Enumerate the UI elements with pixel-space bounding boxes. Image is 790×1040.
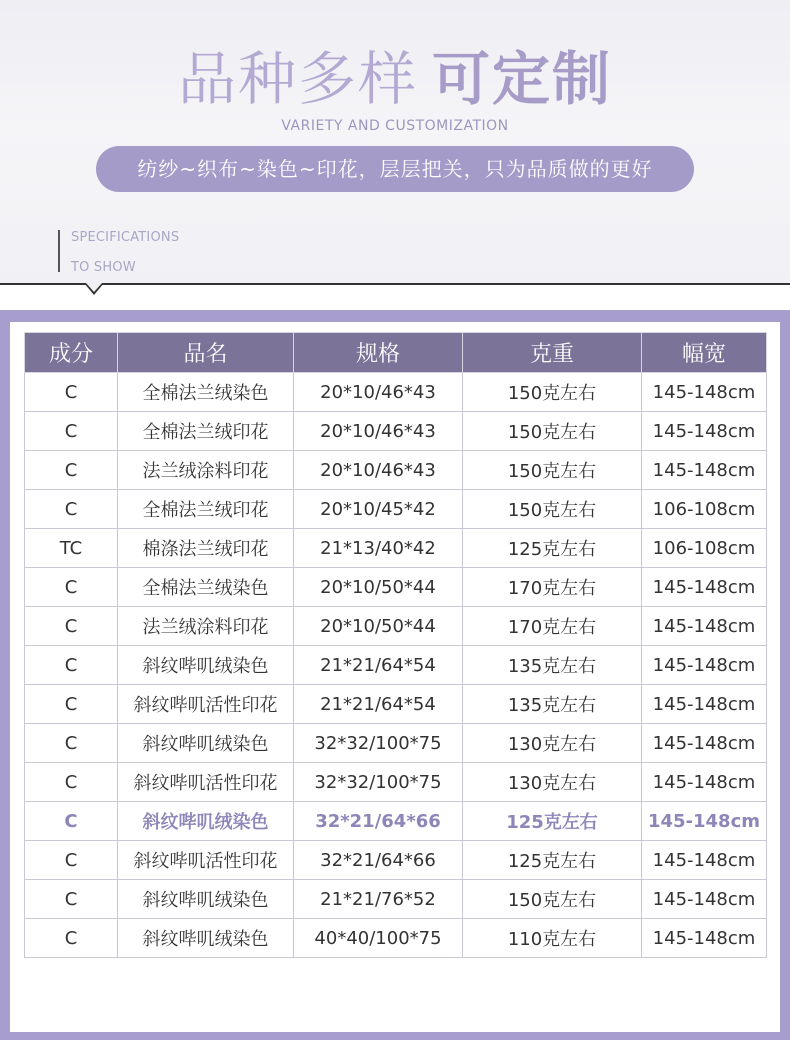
- cell-name: 全棉法兰绒染色: [118, 373, 294, 412]
- table-row: [25, 802, 767, 841]
- page-subtitle: VARIETY AND CUSTOMIZATION: [281, 118, 509, 134]
- table-row: [25, 646, 767, 685]
- cell-weight: 135克左右: [463, 646, 642, 685]
- cell-composition: C: [25, 919, 118, 958]
- cell-spec: 21*13/40*42: [294, 529, 463, 568]
- cell-name: 斜纹哔叽活性印花: [118, 763, 294, 802]
- cell-weight: 150克左右: [463, 412, 642, 451]
- cell-name: 斜纹哔叽绒染色: [118, 646, 294, 685]
- cell-weight: 130克左右: [463, 724, 642, 763]
- cell-composition: C: [25, 568, 118, 607]
- cell-weight: 150克左右: [463, 880, 642, 919]
- table-row: [25, 568, 767, 607]
- table-row: [25, 607, 767, 646]
- table-row: [25, 880, 767, 919]
- quality-banner: 纺纱~织布~染色~印花，层层把关，只为品质做的更好: [96, 146, 694, 192]
- cell-width: 145-148cm: [642, 373, 767, 412]
- cell-weight: 170克左右: [463, 568, 642, 607]
- cell-composition: C: [25, 763, 118, 802]
- title-bold: 可定制: [432, 45, 613, 113]
- cell-width: 106-108cm: [642, 490, 767, 529]
- cell-spec: 20*10/50*44: [294, 568, 463, 607]
- cell-name: 法兰绒涂料印花: [118, 451, 294, 490]
- cell-composition: C: [25, 451, 118, 490]
- table-row: [25, 373, 767, 412]
- table-row: [25, 763, 767, 802]
- cell-composition: C: [25, 841, 118, 880]
- divider-notch-inner: [86, 283, 102, 292]
- cell-width: 145-148cm: [642, 763, 767, 802]
- cell-width: 145-148cm: [642, 802, 767, 841]
- cell-spec: 21*21/76*52: [294, 880, 463, 919]
- cell-composition: C: [25, 685, 118, 724]
- cell-name: 斜纹哔叽活性印花: [118, 685, 294, 724]
- cell-composition: C: [25, 880, 118, 919]
- cell-spec: 20*10/46*43: [294, 412, 463, 451]
- spec-label-line2: TO SHOW: [71, 260, 136, 275]
- cell-name: 全棉法兰绒印花: [118, 412, 294, 451]
- table-header-row: [25, 333, 767, 373]
- cell-width: 145-148cm: [642, 880, 767, 919]
- spec-label-line1: SPECIFICATIONS: [71, 230, 180, 245]
- cell-name: 全棉法兰绒染色: [118, 568, 294, 607]
- cell-composition: C: [25, 490, 118, 529]
- cell-composition: TC: [25, 529, 118, 568]
- cell-spec: 32*21/64*66: [294, 802, 463, 841]
- cell-weight: 150克左右: [463, 451, 642, 490]
- cell-spec: 32*21/64*66: [294, 841, 463, 880]
- cell-width: 145-148cm: [642, 568, 767, 607]
- table-row: [25, 412, 767, 451]
- cell-spec: 21*21/64*54: [294, 685, 463, 724]
- cell-composition: C: [25, 412, 118, 451]
- cell-weight: 130克左右: [463, 763, 642, 802]
- cell-name: 法兰绒涂料印花: [118, 607, 294, 646]
- cell-name: 斜纹哔叽活性印花: [118, 841, 294, 880]
- cell-weight: 170克左右: [463, 607, 642, 646]
- col-header-weight: 克重: [463, 333, 642, 373]
- table-row: [25, 451, 767, 490]
- col-header-name: 品名: [118, 333, 294, 373]
- cell-width: 145-148cm: [642, 412, 767, 451]
- table-row: [25, 529, 767, 568]
- cell-name: 斜纹哔叽绒染色: [118, 724, 294, 763]
- title-light: 品种多样: [177, 45, 418, 113]
- section-divider: [0, 283, 790, 285]
- cell-width: 145-148cm: [642, 724, 767, 763]
- table-row: [25, 919, 767, 958]
- table-row: [25, 685, 767, 724]
- spec-bar-decoration: [58, 230, 60, 272]
- table-row: [25, 490, 767, 529]
- cell-name: 斜纹哔叽绒染色: [118, 802, 294, 841]
- cell-weight: 125克左右: [463, 841, 642, 880]
- page-title: [0, 44, 790, 114]
- cell-name: 棉涤法兰绒印花: [118, 529, 294, 568]
- cell-spec: 20*10/46*43: [294, 451, 463, 490]
- cell-composition: C: [25, 724, 118, 763]
- cell-weight: 135克左右: [463, 685, 642, 724]
- cell-spec: 21*21/64*54: [294, 646, 463, 685]
- cell-weight: 125克左右: [463, 802, 642, 841]
- table-frame: [0, 310, 790, 1040]
- cell-composition: C: [25, 646, 118, 685]
- table-row: [25, 841, 767, 880]
- cell-weight: 110克左右: [463, 919, 642, 958]
- cell-weight: 150克左右: [463, 373, 642, 412]
- cell-weight: 150克左右: [463, 490, 642, 529]
- cell-width: 145-148cm: [642, 607, 767, 646]
- cell-width: 145-148cm: [642, 451, 767, 490]
- table-panel: [10, 322, 780, 1032]
- col-header-spec: 规格: [294, 333, 463, 373]
- col-header-composition: 成分: [25, 333, 118, 373]
- cell-name: 全棉法兰绒印花: [118, 490, 294, 529]
- cell-spec: 20*10/45*42: [294, 490, 463, 529]
- cell-width: 145-148cm: [642, 646, 767, 685]
- table-body: [25, 373, 767, 958]
- col-header-width: 幅宽: [642, 333, 767, 373]
- table-row: [25, 724, 767, 763]
- cell-width: 145-148cm: [642, 841, 767, 880]
- cell-spec: 20*10/50*44: [294, 607, 463, 646]
- cell-composition: C: [25, 802, 118, 841]
- cell-weight: 125克左右: [463, 529, 642, 568]
- cell-composition: C: [25, 607, 118, 646]
- cell-spec: 40*40/100*75: [294, 919, 463, 958]
- cell-width: 106-108cm: [642, 529, 767, 568]
- hero-banner: [0, 0, 790, 285]
- cell-width: 145-148cm: [642, 685, 767, 724]
- cell-spec: 32*32/100*75: [294, 724, 463, 763]
- cell-spec: 32*32/100*75: [294, 763, 463, 802]
- cell-name: 斜纹哔叽绒染色: [118, 880, 294, 919]
- cell-width: 145-148cm: [642, 919, 767, 958]
- cell-composition: C: [25, 373, 118, 412]
- spec-table: [24, 332, 767, 958]
- cell-name: 斜纹哔叽绒染色: [118, 919, 294, 958]
- cell-spec: 20*10/46*43: [294, 373, 463, 412]
